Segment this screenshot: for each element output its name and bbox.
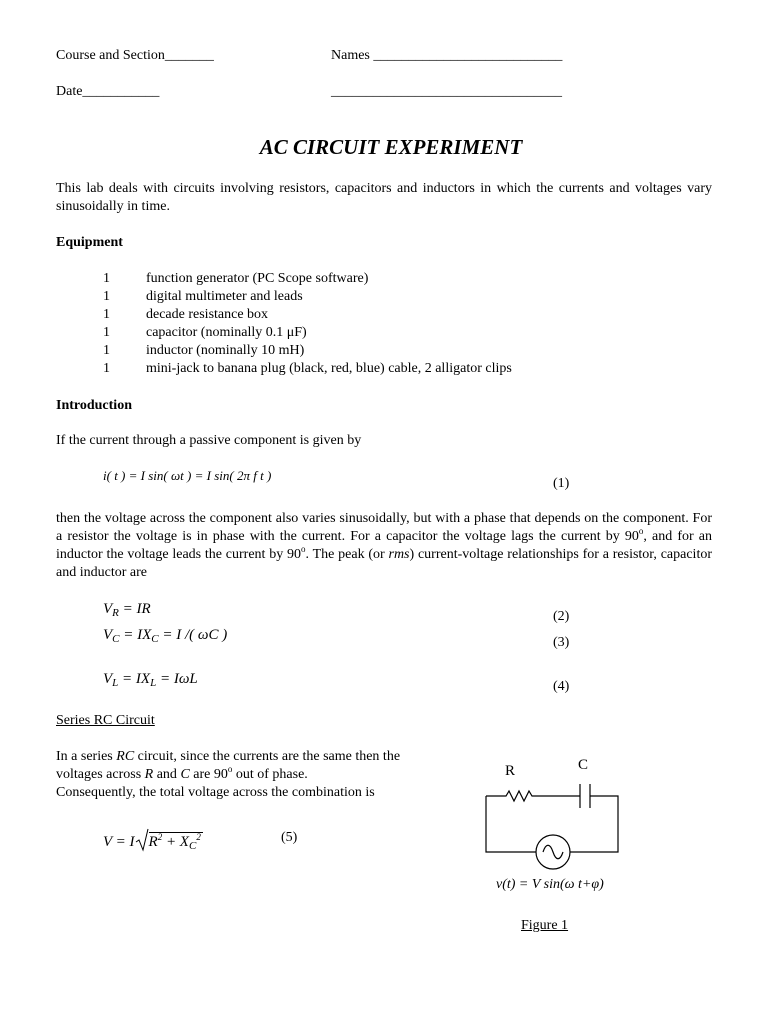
equation-number-5: (5) [281, 830, 298, 845]
series-rc-line-3: Consequently, the total voltage across the combination is [56, 785, 375, 800]
capacitor-label: C [578, 757, 589, 773]
introduction-lead: If the current through a passive component is given by [56, 433, 362, 448]
radical-sign-icon [135, 828, 149, 852]
phase-paragraph: then the voltage across the component also varies sinusoidally, but with a phase that depends on the component. For a resistor the voltage is in phase with the current. For a capacitor the voltage lags the current by 90$^o$, and for an inductor the voltage leads the current by 90$^o$. The peak (or rms) current-voltage relationships for a resistor, capacitor and inductor are [56, 511, 712, 580]
introduction-heading: Introduction [56, 398, 132, 413]
equation-3: $V_C = IX_C = I$ /( ωC ) [103, 627, 228, 645]
equipment-qty: 1 [103, 307, 110, 322]
equipment-qty: 1 [103, 361, 110, 376]
course-section-field: Course and Section_______ [56, 48, 214, 63]
equation-number-2: (2) [553, 609, 570, 624]
equipment-qty: 1 [103, 289, 110, 304]
date-field: Date___________ [56, 84, 160, 99]
equation-number-4: (4) [553, 679, 570, 694]
equipment-heading: Equipment [56, 235, 123, 250]
figure-caption: Figure 1 [521, 918, 569, 933]
equipment-item: mini-jack to banana plug (black, red, blue) cable, 2 alligator clips [146, 361, 512, 376]
circuit-diagram [480, 780, 630, 870]
intro-paragraph: This lab deals with circuits involving resistors, capacitors and inductors in which the currents and voltages vary sinusoidally in time. [56, 181, 712, 214]
names-field: Names ___________________________ [331, 48, 563, 63]
page-title: AC CIRCUIT EXPERIMENT [259, 135, 523, 159]
resistor-label: R [505, 763, 516, 779]
resistor-icon [486, 791, 580, 801]
equipment-qty: 1 [103, 343, 110, 358]
equation-1: i( t ) = I sin( ωt ) = I sin( 2π f t ) [103, 468, 272, 483]
names-field-line2: _________________________________ [331, 84, 562, 99]
equipment-item: inductor (nominally 10 mH) [146, 343, 305, 358]
equation-4: $V_L = IX_L = I\omega L$ [103, 671, 198, 689]
series-rc-line-2: voltages across R and C are 90$^o$ out of phase. [56, 764, 308, 782]
source-equation: v(t) = V sin(ω t+φ) [496, 877, 604, 892]
equation-2: $V_R$ = IR [103, 601, 151, 619]
equipment-item: decade resistance box [146, 307, 269, 322]
equipment-qty: 1 [103, 271, 110, 286]
equipment-qty: 1 [103, 325, 110, 340]
equipment-item: function generator (PC Scope software) [146, 271, 369, 286]
equation-number-1: (1) [553, 476, 570, 491]
series-rc-heading: Series RC Circuit [56, 713, 155, 728]
series-rc-line-1: In a series RC circuit, since the currents are the same then the [56, 749, 401, 764]
equipment-item: digital multimeter and leads [146, 289, 303, 304]
equation-number-3: (3) [553, 635, 570, 650]
equipment-item: capacitor (nominally 0.1 μF) [146, 325, 307, 340]
equation-5: V = I $R^2 + X_C^2$ [103, 828, 203, 852]
